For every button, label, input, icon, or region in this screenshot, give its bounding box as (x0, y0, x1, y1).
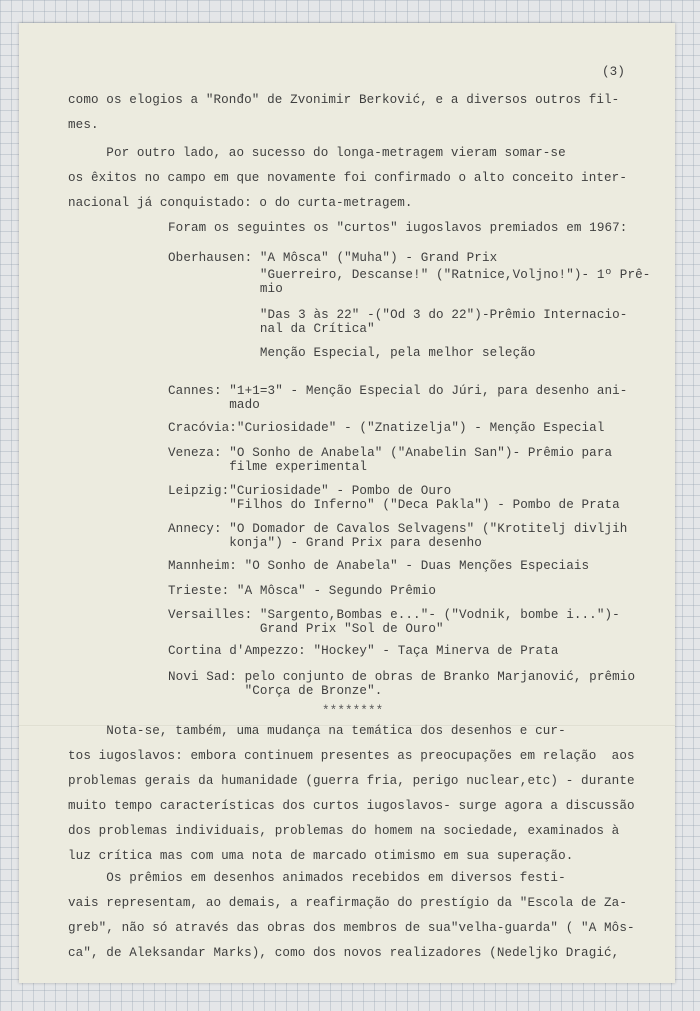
award-entry: "Filhos do Inferno" ("Deca Pakla") - Pombo de Prata (168, 498, 620, 512)
award-entry: nal da Crítica" (168, 322, 375, 336)
para3-line: dos problemas individuais, problemas do homem na sociedade, examinados à (68, 824, 620, 838)
award-entry: Versailles: "Sargento,Bombas e..."- ("Vodnik, bombe i...")- (168, 608, 620, 622)
para4-line: Os prêmios em desenhos animados recebidos em diversos festi- (68, 871, 566, 885)
para1-line: mes. (68, 118, 99, 132)
award-entry: Cortina d'Ampezzo: "Hockey" - Taça Minerva de Prata (168, 644, 559, 658)
award-entry: Veneza: "O Sonho de Anabela" ("Anabelin San")- Prêmio para (168, 446, 613, 460)
para2-line: os êxitos no campo em que novamente foi confirmado o alto conceito inter- (68, 171, 627, 185)
para2-line: Por outro lado, ao sucesso do longa-metragem vieram somar-se (68, 146, 566, 160)
para2-line: nacional já conquistado: o do curta-metragem. (68, 196, 413, 210)
para3-line: problemas gerais da humanidade (guerra fria, perigo nuclear,etc) - durante (68, 774, 635, 788)
award-entry: Oberhausen: "A Môsca" ("Muha") - Grand Prix (168, 251, 498, 265)
award-entry: "Guerreiro, Descanse!" ("Ratnice,Voljno!")- 1º Prê- (168, 268, 651, 282)
para3-line: luz crítica mas com uma nota de marcado otimismo em sua superação. (68, 849, 574, 863)
awards-intro: Foram os seguintes os "curtos" iugoslavos premiados em 1967: (168, 221, 628, 235)
award-entry: Cannes: "1+1=3" - Menção Especial do Júri, para desenho ani- (168, 384, 628, 398)
award-entry: Trieste: "A Môsca" - Segundo Prêmio (168, 584, 437, 598)
section-separator: ******** (322, 704, 384, 718)
para4-line: vais representam, ao demais, a reafirmação do prestígio da "Escola de Za- (68, 896, 627, 910)
award-entry: Mannheim: "O Sonho de Anabela" - Duas Menções Especiais (168, 559, 590, 573)
award-entry: "Corça de Bronze". (168, 684, 383, 698)
para3-line: tos iugoslavos: embora continuem presentes as preocupações em relação aos (68, 749, 635, 763)
para3-line: Nota-se, também, uma mudança na temática dos desenhos e cur- (68, 724, 566, 738)
award-entry: Leipzig:"Curiosidade" - Pombo de Ouro (168, 484, 452, 498)
award-entry: filme experimental (168, 460, 368, 474)
award-entry: konja") - Grand Prix para desenho (168, 536, 482, 550)
award-entry: Annecy: "O Domador de Cavalos Selvagens" ("Krotitelj divljih (168, 522, 628, 536)
para1-line: como os elogios a "Ronđo" de Zvonimir Berković, e a diversos outros fil- (68, 93, 620, 107)
para3-line: muito tempo características dos curtos iugoslavos- surge agora a discussão (68, 799, 635, 813)
page-number: (3) (602, 65, 625, 79)
award-entry: "Das 3 às 22" -("Od 3 do 22")-Prêmio Internacio- (168, 308, 628, 322)
award-entry: Grand Prix "Sol de Ouro" (168, 622, 444, 636)
award-entry: mado (168, 398, 260, 412)
award-entry: Cracóvia:"Curiosidade" - ("Znatizelja") - Menção Especial (168, 421, 605, 435)
award-entry: Menção Especial, pela melhor seleção (168, 346, 536, 360)
award-entry: Novi Sad: pelo conjunto de obras de Branko Marjanović, prêmio (168, 670, 636, 684)
award-entry: mio (168, 282, 283, 296)
para4-line: ca", de Aleksandar Marks), como dos novos realizadores (Nedeljko Dragić, (68, 946, 620, 960)
para4-line: greb", não só através das obras dos membros de sua"velha-guarda" ( "A Môs- (68, 921, 635, 935)
